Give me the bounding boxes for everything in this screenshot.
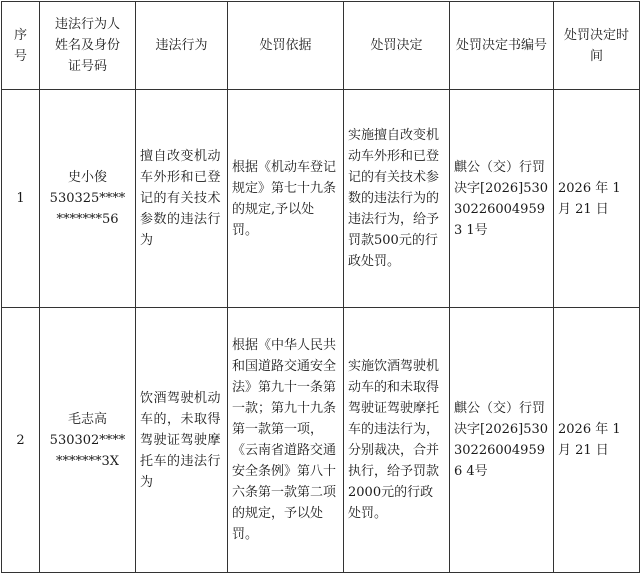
header-violation: 违法行为 [136, 2, 228, 90]
row-decision: 实施饮酒驾驶机动车的和未取得驾驶证驾驶摩托车的违法行为，分别裁决，合并执行，给予罚款2000元的行政处罚。 [344, 308, 450, 573]
penalty-table [1, 1, 640, 573]
row-violation: 饮酒驾驶机动车的，未取得驾驶证驾驶摩托车的违法行为 [136, 308, 228, 573]
row-time: 2026 年 1 月 21 日 [554, 308, 640, 573]
row-time: 2026 年 1 月 21 日 [554, 90, 640, 308]
person-id: 530325***********56 [49, 191, 126, 227]
row-name-id [40, 90, 136, 308]
header-seq: 序号 [2, 2, 40, 90]
header-time: 处罚决定时间 [554, 2, 640, 90]
header-name-id: 违法行为人姓名及身份证号码 [40, 2, 136, 90]
row-decision: 实施擅自改变机动车外形和已登记的有关技术参数的违法行为的违法行为，给予罚款500元的行政处罚。 [344, 90, 450, 308]
row-name-id [40, 308, 136, 573]
person-name: 毛志高 [67, 411, 107, 427]
row-seq: 1 [2, 90, 40, 308]
header-decision: 处罚决定 [344, 2, 450, 90]
header-basis: 处罚依据 [228, 2, 344, 90]
row-doc-no: 麒公（交）行罚决字[2026]530302260049596 4号 [450, 308, 554, 573]
row-violation: 擅自改变机动车外形和已登记的有关技术参数的违法行为 [136, 90, 228, 308]
row-seq: 2 [2, 308, 40, 573]
table-row [2, 90, 640, 308]
header-doc-no: 处罚决定书编号 [450, 2, 554, 90]
person-id: 530302***********3X [49, 432, 126, 469]
table-row [2, 308, 640, 573]
header-row [2, 2, 640, 90]
row-basis: 根据《中华人民共和国道路交通安全法》第九十一条第一款；第九十九条第一款第一项，《云南省道路交通安全条例》第八十六条第一款第二项的规定，予以处罚。 [228, 308, 344, 573]
row-basis: 根据《机动车登记规定》第七十九条的规定,予以处罚。 [228, 90, 344, 308]
row-doc-no: 麒公（交）行罚决字[2026]530302260049593 1号 [450, 90, 554, 308]
person-name: 史小俊 [67, 170, 107, 185]
